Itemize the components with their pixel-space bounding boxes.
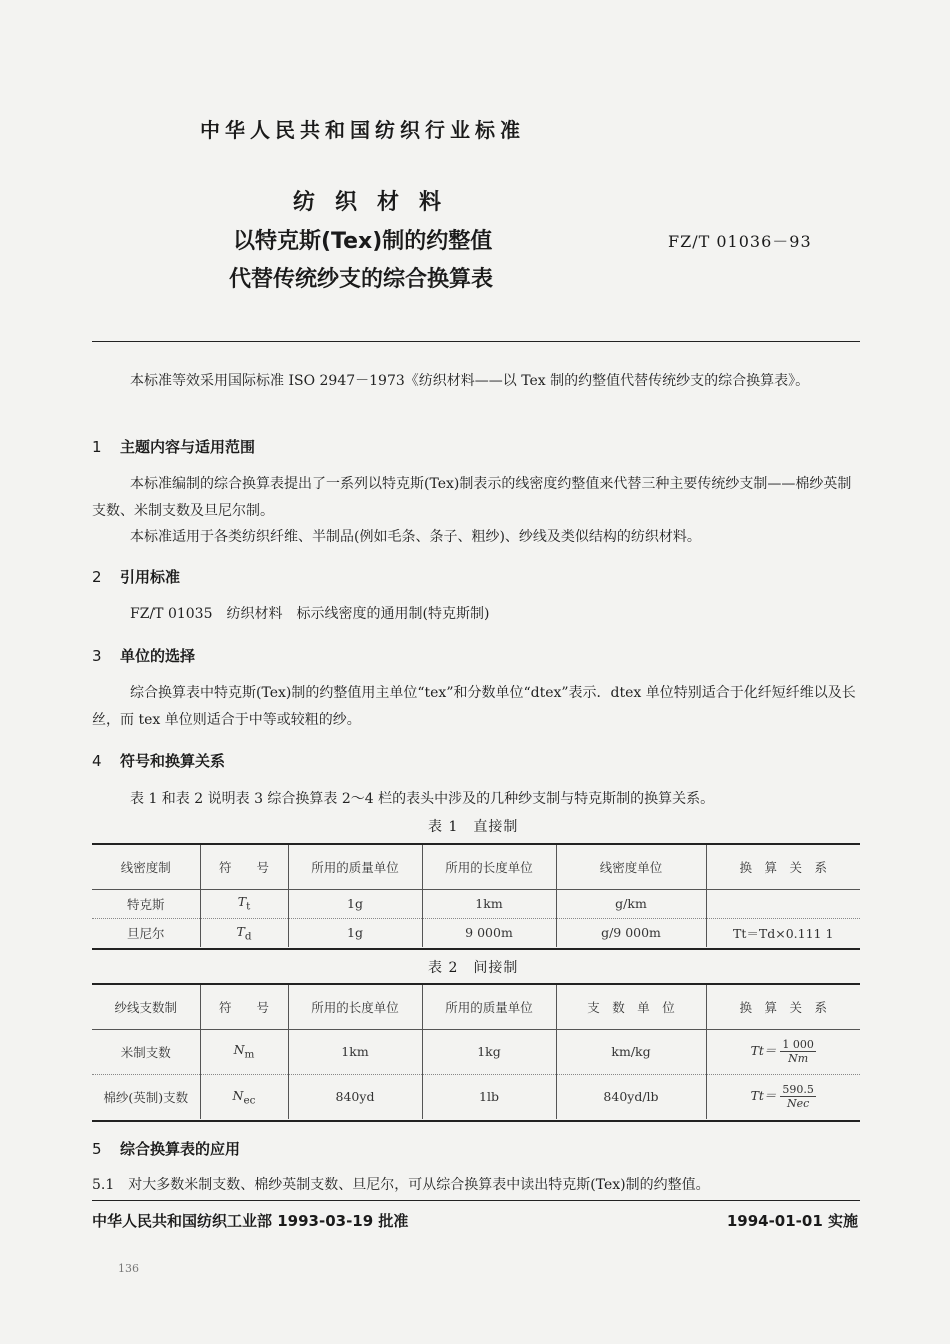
- section-number: 3: [92, 647, 102, 665]
- symbol-base: T: [236, 923, 245, 939]
- fraction-numerator: 1 000: [782, 1038, 814, 1051]
- table-cell: 1km: [422, 889, 556, 918]
- table-header-cell: 所用的质量单位: [422, 985, 556, 1029]
- symbol-subscript: ec: [243, 1094, 256, 1106]
- table-header-cell: 符 号: [200, 845, 288, 889]
- section-4-heading: [92, 750, 225, 771]
- symbol-base: N: [233, 1042, 245, 1058]
- table-1-bottom-border: [92, 948, 860, 950]
- fraction-numerator: 590.5: [782, 1083, 814, 1097]
- table-header-cell: 符 号: [200, 985, 288, 1029]
- table-cell: 840yd: [288, 1074, 422, 1119]
- relation-lhs: Tt＝: [750, 1088, 777, 1104]
- table-header-cell: 线密度单位: [556, 845, 706, 889]
- table-row: [92, 1074, 860, 1119]
- table-cell: 特克斯: [92, 889, 200, 918]
- table-cell: 旦尼尔: [126, 925, 165, 941]
- table-2-bottom-border: [92, 1120, 860, 1122]
- table-cell: g/9 000m: [556, 918, 706, 947]
- section-title: 单位的选择: [120, 647, 196, 665]
- table-row: [92, 889, 860, 918]
- section-2-paragraph: FZ/T 01035 纺织材料 标示线密度的通用制(特克斯制): [130, 606, 490, 622]
- table-row: [92, 918, 860, 947]
- section-1-paragraph-1: 本标准编制的综合换算表提出了一系列以特克斯(Tex)制表示的线密度约整值来代替三种主要传统纱支制——棉纱英制支数、米制支数及旦尼尔制。: [92, 476, 852, 519]
- table-header-cell: 纱线支数制: [92, 985, 200, 1029]
- table-cell: 9 000m: [422, 918, 556, 947]
- table-cell: 1g: [288, 889, 422, 918]
- relation-cell: [706, 1029, 860, 1074]
- table-header-cell: 支 数 单 位: [556, 985, 706, 1029]
- relation-cell: [706, 1074, 860, 1119]
- section-3-paragraph: 综合换算表中特克斯(Tex)制的约整值用主单位“tex”和分数单位“dtex”表示．dtex 单位特别适合于化纤短纤维以及长丝，而 tex 单位则适合于中等或较粗的纱。: [92, 685, 856, 728]
- issuer-approval: 中华人民共和国纺织工业部 1993-03-19 批准: [92, 1212, 409, 1230]
- section-1-paragraph-2: 本标准适用于各类纺织纤维、半制品(例如毛条、条子、粗纱)、纱线及类似结构的纺织材料。: [130, 529, 701, 545]
- effective-date: 1994-01-01 实施: [726, 1212, 858, 1230]
- table-2-caption: 表 2 间接制: [428, 960, 519, 976]
- section-number: 4: [92, 752, 102, 770]
- table-cell: km/kg: [556, 1029, 706, 1074]
- table-cell: Tt＝Td×0.111 1: [706, 918, 860, 947]
- fraction: [780, 1038, 816, 1065]
- fraction-denominator: Nec: [787, 1097, 810, 1111]
- standard-series-heading: 中华人民共和国纺织行业标准: [200, 118, 525, 142]
- table-cell: 1km: [288, 1029, 422, 1074]
- footer-divider: [92, 1200, 860, 1201]
- symbol-subscript: t: [246, 900, 251, 913]
- standard-code: FZ/T 01036－93: [668, 232, 812, 251]
- table-header-cell: 线密度制: [92, 845, 200, 889]
- table-row: [92, 1029, 860, 1074]
- symbol-base: N: [232, 1087, 244, 1103]
- header-divider: [92, 341, 860, 342]
- section-title: 引用标准: [120, 568, 181, 586]
- table-cell: 1kg: [422, 1029, 556, 1074]
- symbol-cell: [200, 918, 288, 947]
- symbol-cell: [200, 1074, 288, 1119]
- fraction-denominator: Nm: [788, 1052, 809, 1065]
- table-cell: [706, 889, 860, 918]
- table-cell: 米制支数: [92, 1029, 200, 1074]
- relation-lhs: Tt＝: [750, 1043, 777, 1058]
- symbol-cell: [200, 889, 288, 918]
- table-cell: g/km: [556, 889, 706, 918]
- section-2-heading: [92, 566, 180, 587]
- section-5-1-paragraph: 5.1 对大多数米制支数、棉纱英制支数、旦尼尔，可从综合换算表中读出特克斯(Tex)制的约整值。: [92, 1177, 710, 1193]
- section-number: 2: [92, 568, 102, 586]
- section-5-heading: [92, 1138, 240, 1159]
- intro-paragraph: 本标准等效采用国际标准 ISO 2947－1973《纺织材料——以 Tex 制的约整值代替传统纱支的综合换算表》。: [130, 373, 810, 389]
- table-cell: 1lb: [422, 1074, 556, 1119]
- section-1-heading: [92, 436, 255, 457]
- section-3-heading: [92, 645, 195, 666]
- symbol-cell: [200, 1029, 288, 1074]
- table-header-cell: 换 算 关 系: [706, 845, 860, 889]
- fraction: [780, 1083, 816, 1110]
- table-cell: 840yd/lb: [556, 1074, 706, 1119]
- symbol-subscript: d: [244, 930, 252, 942]
- symbol-subscript: m: [244, 1048, 255, 1061]
- table-header-cell: 换 算 关 系: [706, 985, 860, 1029]
- table-header-cell: 所用的长度单位: [288, 985, 422, 1029]
- section-title: 符号和换算关系: [120, 752, 226, 770]
- table-header-cell: 所用的长度单位: [422, 845, 556, 889]
- table-header-cell: 所用的质量单位: [288, 845, 422, 889]
- table-cell: 棉纱(英制)支数: [103, 1089, 189, 1105]
- section-title: 主题内容与适用范围: [120, 438, 256, 456]
- section-title: 综合换算表的应用: [120, 1140, 241, 1158]
- title-line-1: 纺织材料: [293, 190, 462, 215]
- symbol-base: T: [237, 894, 247, 910]
- table-1-caption: 表 1 直接制: [428, 819, 519, 835]
- table-cell: 1g: [288, 918, 422, 947]
- table-2: [92, 985, 860, 1119]
- title-line-2: 以特克斯(Tex)制的约整值: [233, 229, 493, 254]
- section-number: 1: [92, 438, 102, 456]
- table-1: [92, 845, 860, 947]
- section-number: 5: [92, 1140, 102, 1158]
- page-number: 136: [118, 1262, 139, 1275]
- title-line-3: 代替传统纱支的综合换算表: [229, 267, 494, 292]
- section-4-paragraph: 表 1 和表 2 说明表 3 综合换算表 2～4 栏的表头中涉及的几种纱支制与特克斯制的换算关系。: [130, 791, 715, 807]
